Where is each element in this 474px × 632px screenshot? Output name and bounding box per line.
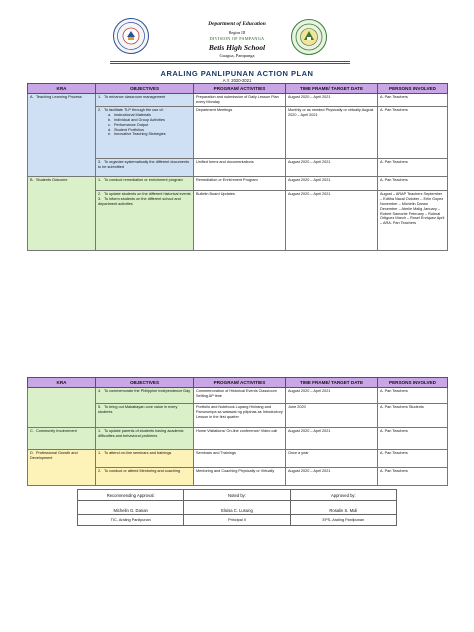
col-timeframe: TIME FRAME/ TARGET DATE: [286, 378, 378, 388]
school-name: Betis High School: [208, 43, 266, 52]
activity-cell: Remediation or Enrichment Program: [194, 176, 286, 190]
persons-cell: A. Pan Teachers: [378, 450, 448, 468]
time-cell: June 2020: [286, 404, 378, 428]
department-name: Department of Education: [208, 21, 266, 27]
table-row: [28, 176, 448, 190]
region-name: Region III: [228, 30, 246, 35]
persons-cell: A. Pan Teachers Students: [378, 404, 448, 428]
activity-cell: Commemoration of Historical Events Classroom Setting AP time: [194, 388, 286, 404]
header-divider: [110, 61, 350, 62]
deped-seal-logo: [113, 18, 149, 54]
deped-seal-icon: [114, 19, 148, 53]
col-kra: KRA: [28, 84, 96, 94]
persons-cell: A. Pan Teachers: [378, 106, 448, 158]
col-objectives: OBJECTIVES: [96, 84, 194, 94]
time-cell: August 2020 – April 2021: [286, 176, 378, 190]
activity-cell: Unified forms and documentations: [194, 158, 286, 176]
noted-role: Principal II: [184, 515, 290, 526]
col-persons: PERSONS INVOLVED: [378, 378, 448, 388]
persons-cell: A. Pan Teachers: [378, 468, 448, 486]
action-plan-table-1: [27, 83, 448, 251]
approved-name: Rosalin S. Muli: [290, 501, 396, 515]
division-name: DIVISION OF PAMPANGA: [209, 36, 265, 41]
col-timeframe: TIME FRAME/ TARGET DATE: [286, 84, 378, 94]
activity-cell: Preparation and submission of Daily Lesson Plan every Monday: [194, 94, 286, 107]
table-row: [28, 388, 448, 404]
signature-role-row: [78, 515, 397, 526]
objective-cell: 1. To conduct remediation or enrichment program: [96, 176, 194, 190]
table-row: [28, 428, 448, 450]
col-objectives: OBJECTIVES: [96, 378, 194, 388]
kra-cell-d: D. Professional Growth and Development: [28, 450, 96, 486]
time-cell: Monthly or as needed Physically or virtually August 2020 – April 2021: [286, 106, 378, 158]
time-cell: August 2020 – April 2021: [286, 468, 378, 486]
objective-cell: 1. To attend on-line seminars and trainings: [96, 450, 194, 468]
time-cell: August 2020 – April 2021: [286, 388, 378, 404]
col-persons: PERSONS INVOLVED: [378, 84, 448, 94]
col-activities: PROGRAM/ ACTIVITIES: [194, 378, 286, 388]
persons-cell: August – ARAP Teachers September – Editha Nacal October – Erlin Gopez November – Michelin Danan December – Abelie Malig January – Robert Samonte February – Rubnal Ortiguez March – Rosel Enriquez April – ARA. Pan Teachers: [378, 190, 448, 250]
persons-cell: A. Pan Teachers: [378, 388, 448, 404]
objective-cell: 5. To bring out Makabayan core value in every students: [96, 404, 194, 428]
kra-cell-a: A. Teaching Learning Process: [28, 94, 96, 177]
activity-cell: Mentoring and Coaching Physically or Virtually: [194, 468, 286, 486]
recommending-name: Michelin G. Danan: [78, 501, 184, 515]
objective-cell: 3. To organize systematically the different documents to be submitted: [96, 158, 194, 176]
kra-cell-c: C. Community Involvement: [28, 428, 96, 450]
objective-cell: 1. To update parents of students having academic difficulties and behavioral problems: [96, 428, 194, 450]
activity-cell: Seminars and Trainings: [194, 450, 286, 468]
school-year: A.Y. 2020-2021: [222, 78, 252, 83]
kra-cell-b-cont: [28, 388, 96, 428]
time-cell: Once a year: [286, 450, 378, 468]
activity-cell: Portfolio and Notebook Lupang Hinirang and Panunumpa sa watawat ng pilipinas as Introductory Lesson in the first quarter: [194, 404, 286, 428]
time-cell: August 2020 – April 2021: [286, 94, 378, 107]
approved-label: Approved by:: [290, 490, 396, 501]
col-kra: KRA: [28, 378, 96, 388]
time-cell: August 2020 – April 2021: [286, 428, 378, 450]
activity-cell: Home Visitations/ On-line conference/ Video call: [194, 428, 286, 450]
persons-cell: A. Pan Teachers: [378, 176, 448, 190]
action-plan-table-2: [27, 377, 448, 486]
persons-cell: A. Pan Teachers: [378, 94, 448, 107]
document-title: ARALING PANLIPUNAN ACTION PLAN: [160, 69, 314, 78]
signature-name-row: [78, 501, 397, 515]
table-row: [28, 94, 448, 107]
objective-cell: 2. To update students on the different historical events 3. To inform students on the different school and department activities: [96, 190, 194, 250]
noted-label: Noted by:: [184, 490, 290, 501]
kra-cell-b: B. Students Outcome: [28, 176, 96, 250]
table-row: [28, 450, 448, 468]
table-header-row: [28, 84, 448, 94]
persons-cell: A. Pan Teachers: [378, 158, 448, 176]
school-address: Guagua, Pampanga: [219, 53, 255, 58]
noted-name: Eloisa C. Lusung: [184, 501, 290, 515]
signature-label-row: [78, 490, 397, 501]
recommending-label: Recommending Approval:: [78, 490, 184, 501]
time-cell: August 2020 – April 2021: [286, 158, 378, 176]
table-header-row: [28, 378, 448, 388]
objective-cell: 1. To enhance classroom management: [96, 94, 194, 107]
activity-cell: Bulletin Board Updates: [194, 190, 286, 250]
objective-cell: 2. To conduct or attend Mentoring and coaching: [96, 468, 194, 486]
recommending-role: TIC- Araling Panlipunan: [78, 515, 184, 526]
time-cell: August 2020 – April 2021: [286, 190, 378, 250]
approved-role: EPS- Araling Panlipunan: [290, 515, 396, 526]
signature-table: [77, 489, 397, 526]
header-divider-thin: [110, 63, 350, 64]
col-activities: PROGRAM/ ACTIVITIES: [194, 84, 286, 94]
activity-cell: Department Meetings: [194, 106, 286, 158]
objective-cell: 2. To facilitate TLP through the use of: a. Instructional Materials b. Individual and Group Activities c. Performance Output d. Student Portfolios e. Innovative Teaching Strategies: [96, 106, 194, 158]
persons-cell: A. Pan Teachers: [378, 428, 448, 450]
objective-cell: 4. To commemorate the Philippine Independence Day: [96, 388, 194, 404]
